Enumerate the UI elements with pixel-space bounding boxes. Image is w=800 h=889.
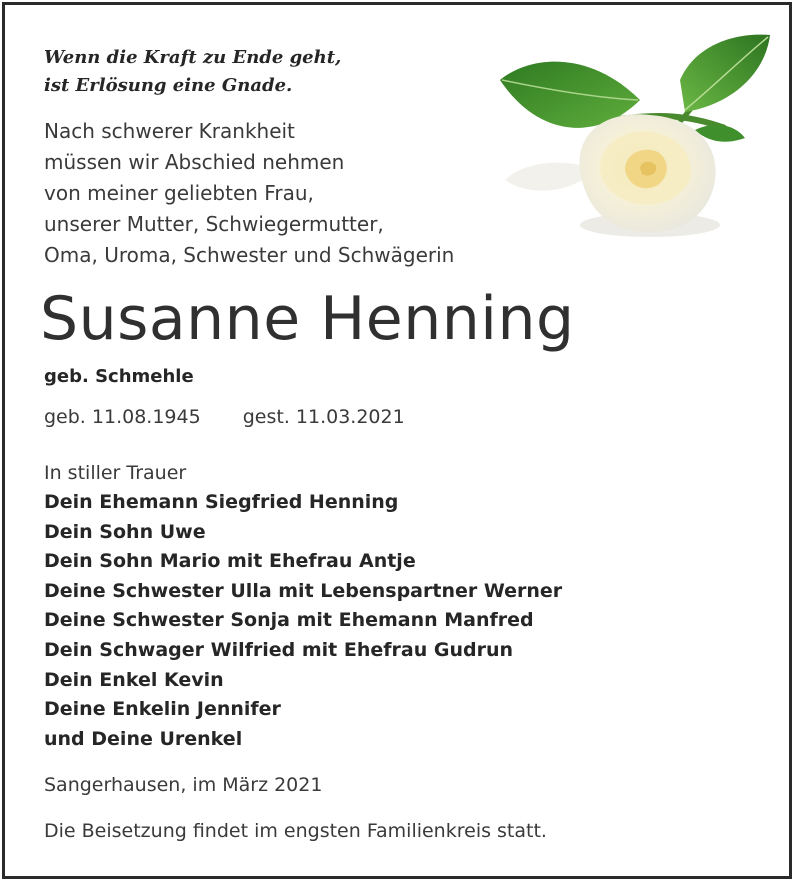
mourner-line: Deine Enkelin Jennifer (44, 698, 281, 721)
mourner-line: Dein Sohn Mario mit Ehefrau Antje (44, 550, 416, 573)
mourner-line: Deine Schwester Sonja mit Ehemann Manfred (44, 609, 534, 632)
funeral-note: Die Beisetzung findet im engsten Familienkreis statt. (44, 820, 547, 842)
place-and-date: Sangerhausen, im März 2021 (44, 774, 323, 796)
motto-line-1: Wenn die Kraft zu Ende geht, (44, 47, 342, 68)
death-date: gest. 11.03.2021 (242, 406, 405, 428)
white-rose-image (480, 20, 780, 250)
mourner-line: Dein Enkel Kevin (44, 668, 224, 691)
mourner-line: und Deine Urenkel (44, 727, 243, 750)
deceased-name: Susanne Henning (40, 284, 575, 354)
mourners-list (44, 488, 562, 754)
mourning-heading: In stiller Trauer (44, 462, 187, 484)
birth-date: geb. 11.08.1945 (44, 406, 201, 428)
intro-line: von meiner geliebten Frau, (44, 181, 314, 205)
intro-line: Nach schwerer Krankheit (44, 119, 295, 143)
motto (44, 44, 341, 100)
mourner-line: Deine Schwester Ulla mit Lebenspartner Werner (44, 579, 563, 602)
intro-line: müssen wir Abschied nehmen (44, 150, 345, 174)
life-dates (44, 406, 405, 428)
mourner-line: Dein Schwager Wilfried mit Ehefrau Gudrun (44, 638, 514, 661)
mourner-line: Dein Sohn Uwe (44, 520, 206, 543)
intro-line: unserer Mutter, Schwiegermutter, (44, 212, 384, 236)
mourner-line: Dein Ehemann Siegfried Henning (44, 491, 399, 513)
motto-line-2: ist Erlösung eine Gnade. (44, 75, 293, 96)
maiden-name: geb. Schmehle (44, 366, 194, 387)
intro-line: Oma, Uroma, Schwester und Schwägerin (44, 243, 455, 267)
intro-text (44, 116, 454, 271)
